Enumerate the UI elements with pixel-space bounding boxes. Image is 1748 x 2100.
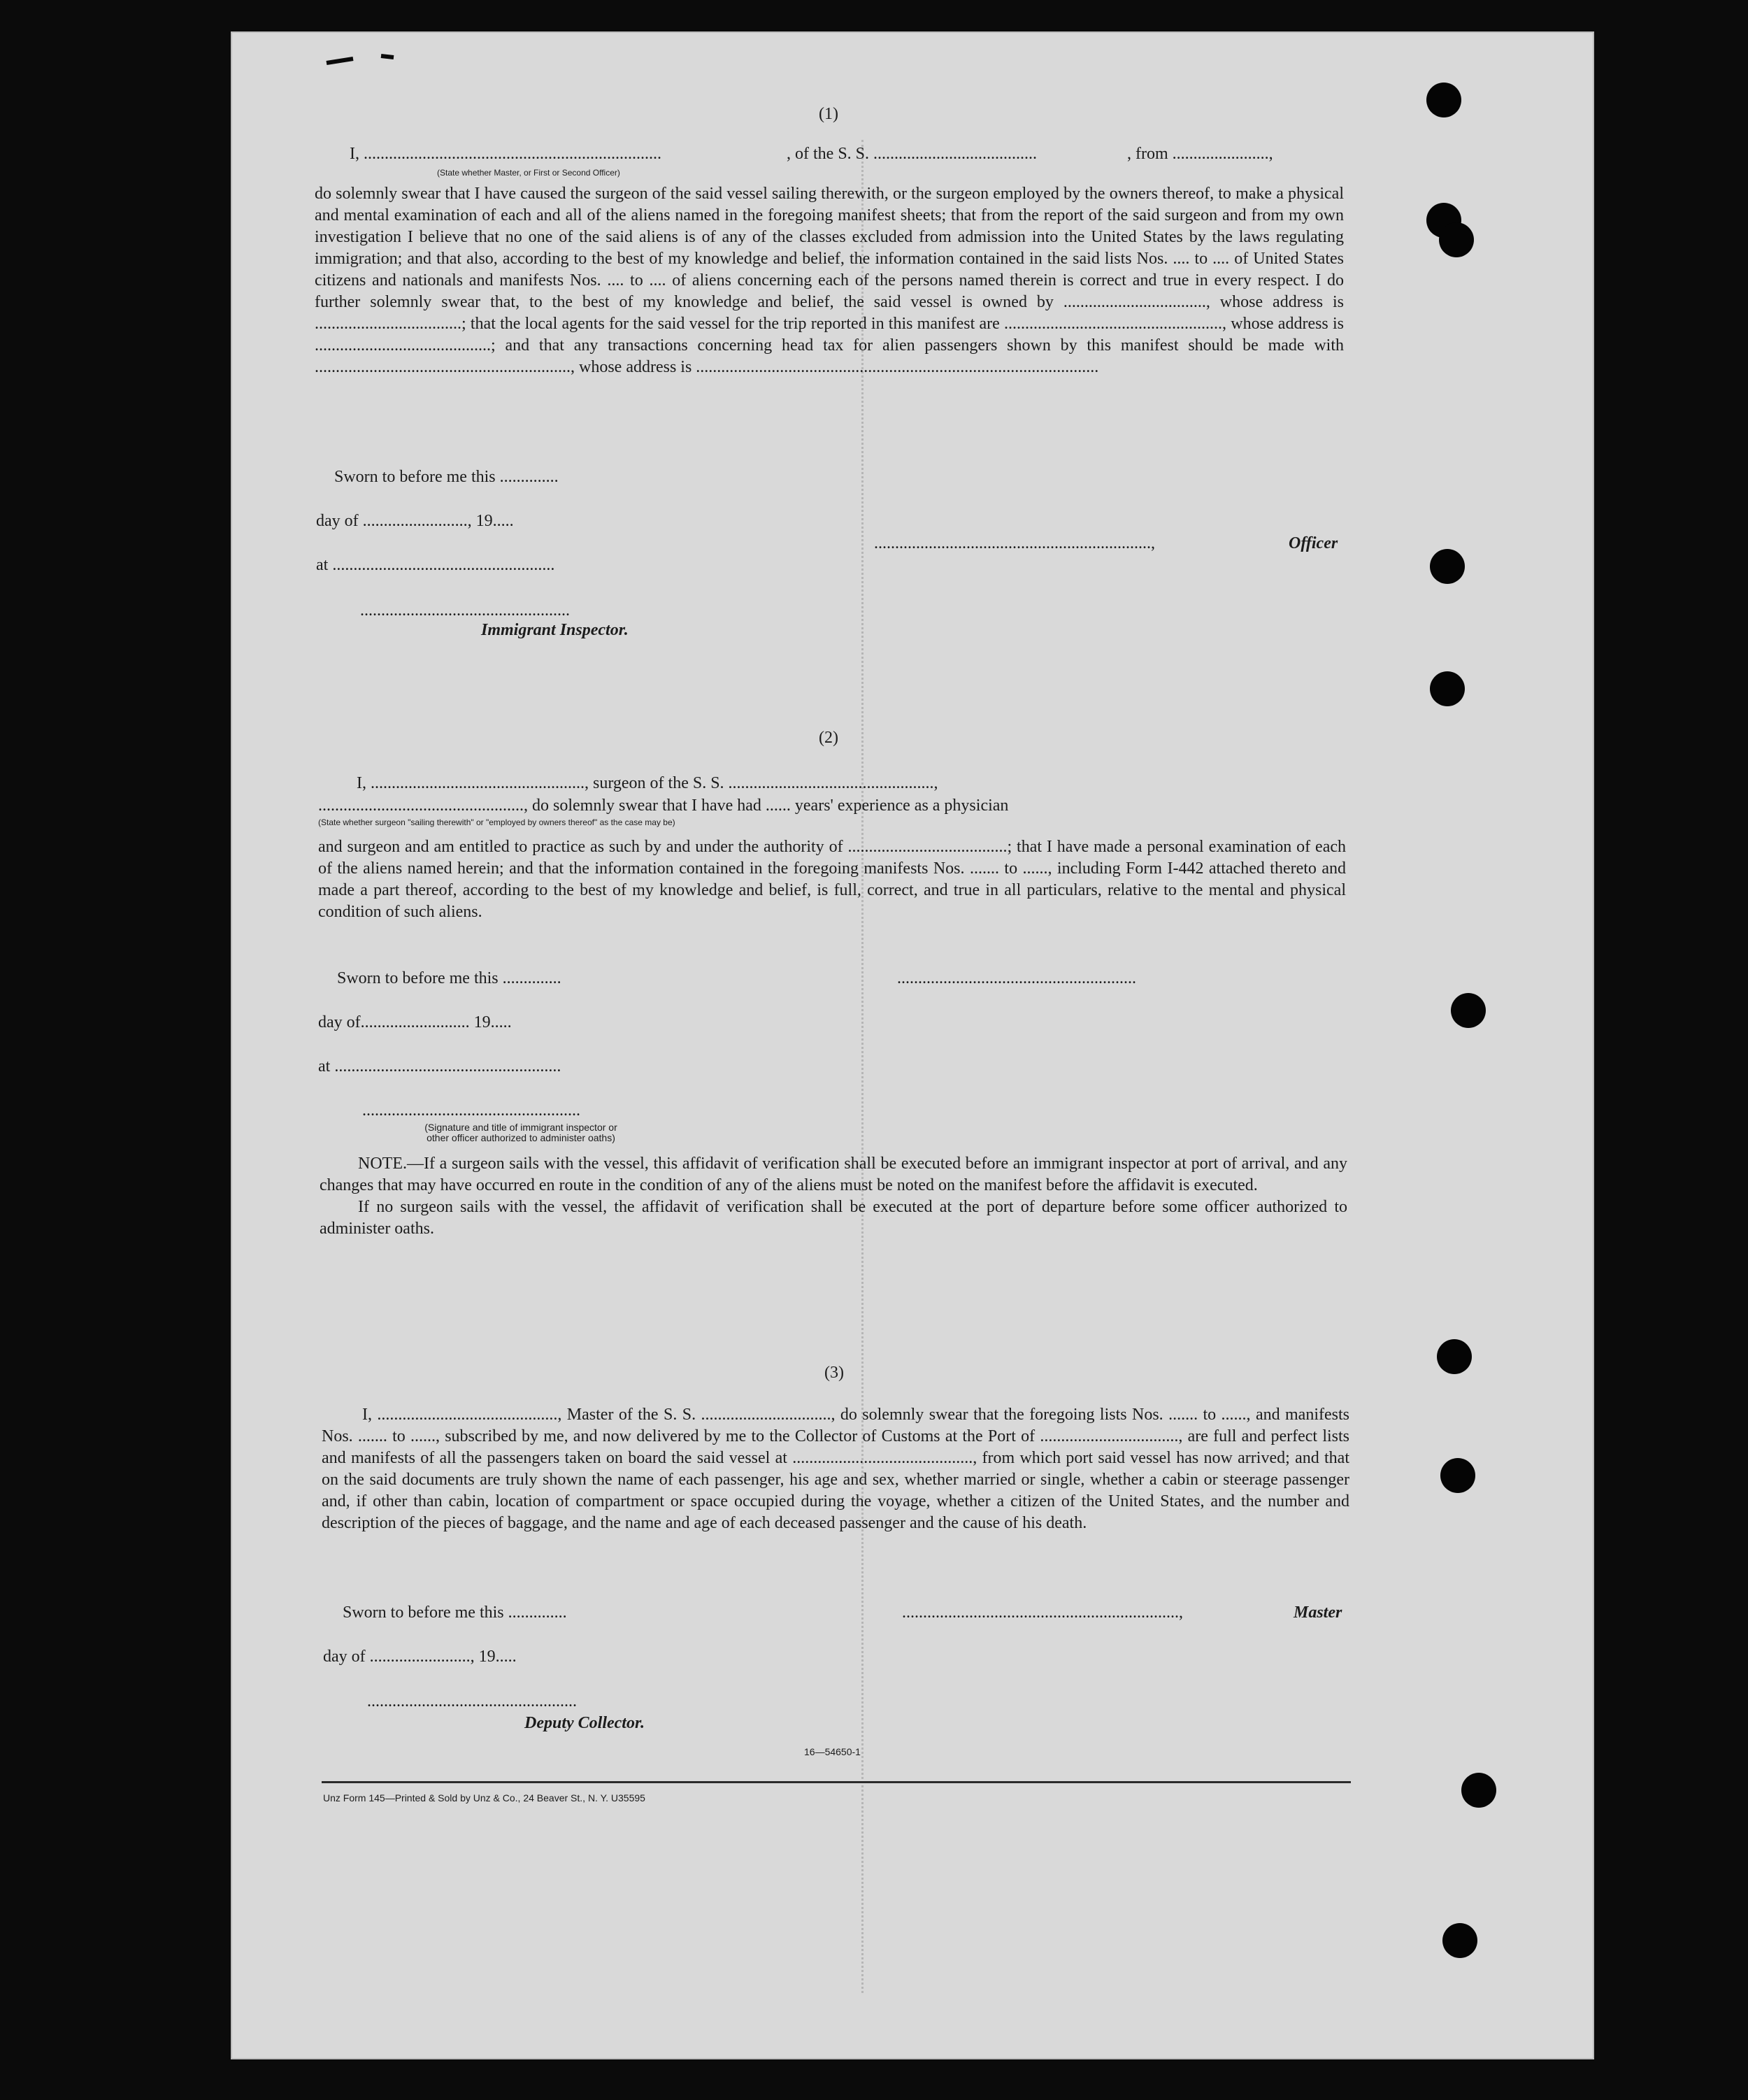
binder-hole [1426, 83, 1461, 117]
section-1-caption: (State whether Master, or First or Second Officer) [437, 168, 620, 178]
form-code: 16—54650-1 [804, 1746, 861, 1757]
section-3-day-of: day of ........................, 19..... [323, 1648, 517, 1666]
section-3-body-text: I, ..........................................., Master of the S. S. ..............................., do solemnly swear that the foregoing lists Nos. ....... to ......, and manifests Nos. ....... to ......, subscribed by me, and now delivered by me to the Collector of Customs at the Port of ................................., are full and perfect lists and manifests of all the passengers taken on board the said vessel at ..........................................., from which port said vessel has now arrived; and that on the said documents are truly shown the name of each passenger, his age and sex, whether married or single, whether a cabin or steerage passenger and, if other than cabin, location of compartment or space occupied during the voyage, whether a citizen of the United States, and the number and description of the pieces of baggage, and the name and age of each deceased passenger and the cause of his death. [322, 1406, 1349, 1532]
section-2-at: at ...................................................... [318, 1057, 561, 1076]
section-1-line1-prefix: I, ....................................................................... [350, 145, 661, 163]
section-2-body-text: and surgeon and am entitled to practice as such by and under the authority of ......................................; that I have made a personal examination of each of the aliens named herein; and that the information contained in the foregoing manifests Nos. ....... to ......, including Form I-442 attached thereto and made a part thereof, according to the best of my knowledge and belief, is full, correct, and true in all particulars, relative to the mental and physical condition of such aliens. [318, 838, 1346, 921]
ink-marks [325, 49, 423, 70]
section-3-number: (3) [824, 1364, 844, 1382]
binder-hole [1442, 1923, 1477, 1958]
faint-column-rule [861, 140, 865, 1993]
section-2-note-2: If no surgeon sails with the vessel, the affidavit of verification shall be executed at the port of departure before some officer authorized to administer oaths. [320, 1198, 1347, 1238]
binder-hole [1430, 671, 1465, 706]
binder-hole [1437, 1339, 1472, 1374]
footer-rule [322, 1781, 1351, 1783]
section-1-body [315, 183, 1344, 378]
section-2-number: (2) [819, 729, 838, 747]
section-2-note-1: NOTE.—If a surgeon sails with the vessel, this affidavit of verification shall be executed before an immigrant inspector at port of arrival, and any changes that may have occurred en route in the condition of any of the aliens must be noted on the manifest before the affidavit is executed. [320, 1155, 1347, 1194]
footer-imprint: Unz Form 145—Printed & Sold by Unz & Co., 24 Beaver St., N. Y. U35595 [323, 1792, 645, 1803]
section-1-line1-mid: , of the S. S. ....................................... [787, 145, 1038, 163]
section-1-officer-label: Officer [1289, 534, 1338, 552]
section-2-sig-caption-1: (Signature and title of immigrant inspector or [424, 1122, 617, 1133]
binder-hole [1461, 1773, 1496, 1808]
section-1-line1-end: , from ......................., [1127, 145, 1273, 163]
section-2-day-of: day of.......................... 19..... [318, 1013, 512, 1031]
section-2-line1: I, ..................................................., surgeon of the S. S. ................................................., [357, 774, 938, 792]
section-2-right-line: ......................................................... [897, 969, 1136, 987]
section-1-inspector-line: .................................................. [360, 601, 570, 620]
section-1-body-text: do solemnly swear that I have caused the surgeon of the said vessel sailing therewith, or the surgeon employed by the owners thereof, to make a physical and mental examination of each and all of the aliens named in the foregoing manifest sheets; that from the report of the said surgeon and from my own investigation I believe that no one of the said aliens is of any of the classes excluded from admission into the United States by the laws regulating immigration; and that also, according to the best of my knowledge and belief, the information contained in the said lists Nos. .... to .... of United States citizens and nationals and manifests Nos. .... to .... of aliens concerning each of the persons named therein is correct and true in every respect. I do further solemnly swear that, to the best of my knowledge and belief, the said vessel is owned by .................................., whose address is ...................................; that the local agents for the said vessel for the trip reported in this manifest are ...................................................., whose address is ..........................................; and that any transactions concerning head tax for alien passengers shown by this manifest should be made with ............................................................., whose address is ................................................................................................ [315, 185, 1344, 376]
section-3-body [322, 1404, 1349, 1534]
section-1-at: at ..................................................... [316, 556, 555, 574]
section-3-master-label: Master [1294, 1603, 1342, 1622]
binder-hole [1439, 222, 1474, 257]
section-2-signature-line: .................................................... [362, 1101, 580, 1120]
section-2-line2: ................................................., do solemnly swear that I have had ...... years' experience as a physician [318, 797, 1009, 815]
section-2-body [318, 836, 1346, 923]
section-3-sworn: Sworn to before me this .............. [343, 1603, 567, 1622]
section-1-number: (1) [819, 105, 838, 123]
section-1-officer-line: .................................................................., [874, 534, 1155, 552]
section-2-note [320, 1153, 1347, 1240]
section-1-sworn: Sworn to before me this .............. [334, 468, 559, 486]
binder-hole [1451, 993, 1486, 1028]
binder-hole [1440, 1458, 1475, 1493]
section-3-collector-line: .................................................. [367, 1692, 577, 1710]
section-3-collector-label: Deputy Collector. [524, 1714, 645, 1732]
section-1-inspector-label: Immigrant Inspector. [481, 621, 629, 639]
section-3-master-line: .................................................................., [902, 1603, 1183, 1622]
section-2-caption: (State whether surgeon "sailing therewith" or "employed by owners thereof" as the case may be) [318, 817, 675, 827]
section-2-sworn: Sworn to before me this .............. [337, 969, 561, 987]
section-1-day-of: day of ........................., 19..... [316, 512, 514, 530]
binder-hole [1430, 549, 1465, 584]
section-2-sig-caption-2: other officer authorized to administer oaths) [427, 1132, 615, 1143]
